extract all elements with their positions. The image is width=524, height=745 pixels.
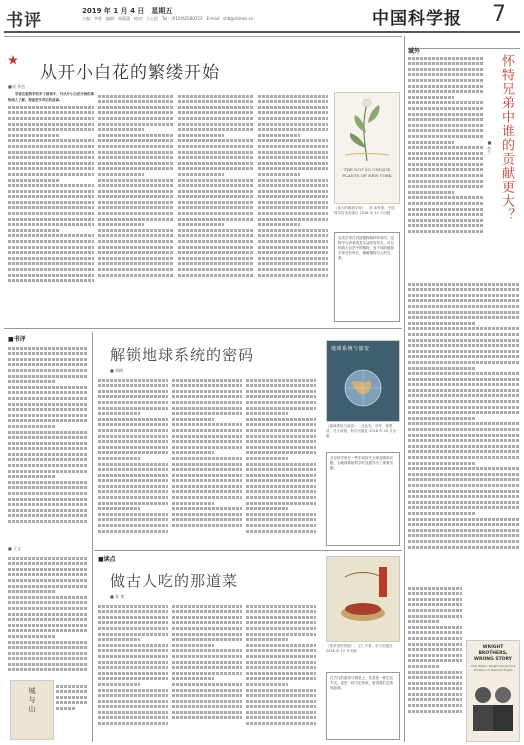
sidebar-vertical-title: 怀特兄弟中谁的贡献更大？ [499, 54, 514, 222]
article3-column-3 [246, 602, 316, 742]
sidebar-column-3 [408, 584, 462, 740]
section-rule-2 [94, 550, 402, 551]
earth-globe-icon [327, 356, 399, 416]
section-title: 书评 [6, 11, 42, 31]
sidebar-book-subtitle: How Wilbur Wright Solved the Problem of Manned Flight [470, 664, 516, 672]
article3-tag: ■读点 [98, 556, 116, 563]
left-column-tag: ■书评 [8, 336, 26, 343]
top-rule [4, 36, 402, 37]
star-icon [8, 50, 18, 60]
left-column-text-2 [8, 554, 88, 674]
article1-column-2 [98, 92, 174, 320]
article1-title: 从开小白花的繁缕开始 [40, 63, 220, 83]
issue-date: 2019 年 1 月 4 日 星期五 [82, 7, 173, 15]
sidebar-tag: 域外 [408, 48, 421, 55]
sidebar-column-2 [408, 280, 520, 580]
plant-illustration-icon [335, 93, 399, 163]
article1-caption: 《伟大的植物学家》，刘 冰等著，中国科学技术出版社 2018 年 12 月出版 [334, 206, 395, 215]
comment-box [334, 232, 400, 322]
article3-column-2 [172, 602, 242, 742]
article1-column-3 [178, 92, 254, 320]
article2-column-2 [172, 376, 242, 544]
article1-book-title: THE NOT SO UNIQUE PLANTS OF NEW YORK [342, 167, 392, 178]
left-column-author: ■ 王文 [8, 546, 22, 551]
section-rule-1 [4, 328, 402, 329]
article1-column-1: 学者在植物学的多个领域中，对从开小白花开始的事物深入了解，探索更多背后的故事。 [8, 92, 94, 320]
left-book-caption [56, 682, 88, 738]
sidebar-header [408, 38, 520, 55]
article2-book-cover [326, 340, 400, 422]
article1-column-4 [258, 92, 328, 320]
portrait-icon [467, 673, 519, 733]
article1-author: ■刘 华杰 [8, 84, 26, 89]
left-column-divider [92, 332, 93, 742]
comment-box-text: 各类学者在讲述植物物种作用时，过程中与该系统及生活经验有关。可以细看大自然中的植物，有不同的植物学家各有所长，理解植物与人的关系。 [338, 236, 394, 260]
staff-line: 主编：李香 编辑：胡潇潇 校对：王心怡 Tel：(010)62580723 E-mail：shb@stimes.cn [82, 16, 254, 21]
article2-title: 解锁地球系统的密码 [110, 346, 255, 364]
article3-note-text: 在古代的厨房与餐桌上，饮食是一种生活方式，也是一种文化传承，值得我们去细细品味。 [330, 676, 393, 690]
article2-column-3 [246, 376, 316, 544]
newspaper-logo-icon: 中国科学报 [372, 9, 462, 29]
article3-author: ■ 张 斐 [110, 594, 125, 599]
sidebar-divider [404, 36, 405, 742]
sidebar-book-title: WRIGHT BROTHERS, WRONG STORY [474, 645, 512, 662]
sidebar-author: ■ 李兰 [487, 140, 492, 155]
article3-caption: 《菜单里的传统》，王仁兴著，东方出版社 2018 年 10 月出版 [326, 644, 393, 653]
left-book-cover [10, 680, 54, 740]
article2-author: ■ 胡梅 [110, 368, 124, 373]
article3-book-cover [326, 556, 400, 642]
article2-column-1 [98, 376, 168, 544]
article3-title: 做古人吃的那道菜 [110, 572, 239, 590]
food-illustration-icon [327, 557, 399, 641]
article1-book-cover [334, 92, 400, 204]
article3-note-box [326, 672, 400, 740]
left-book-title: 城与山 [28, 687, 36, 714]
article2-note-box [326, 452, 400, 546]
masthead-rule [4, 31, 520, 33]
sidebar-book-cover [466, 640, 520, 742]
article2-caption: 《地球系统与演变》，汪品先、田军、黄恩清、马文涛著，科学出版社 2018 年 10 月出版 [326, 424, 397, 438]
article2-note-text: 各位科学家在一些年间探究全球变暖的问题，为地球系统科学的发展作出了重要贡献。 [330, 456, 393, 470]
left-column-text [8, 344, 88, 544]
article3-column-1 [98, 602, 168, 742]
page-number: 7 [492, 2, 506, 27]
sidebar-column-1 [408, 54, 484, 274]
article2-book-title: 地球系统与演变 [331, 346, 370, 352]
